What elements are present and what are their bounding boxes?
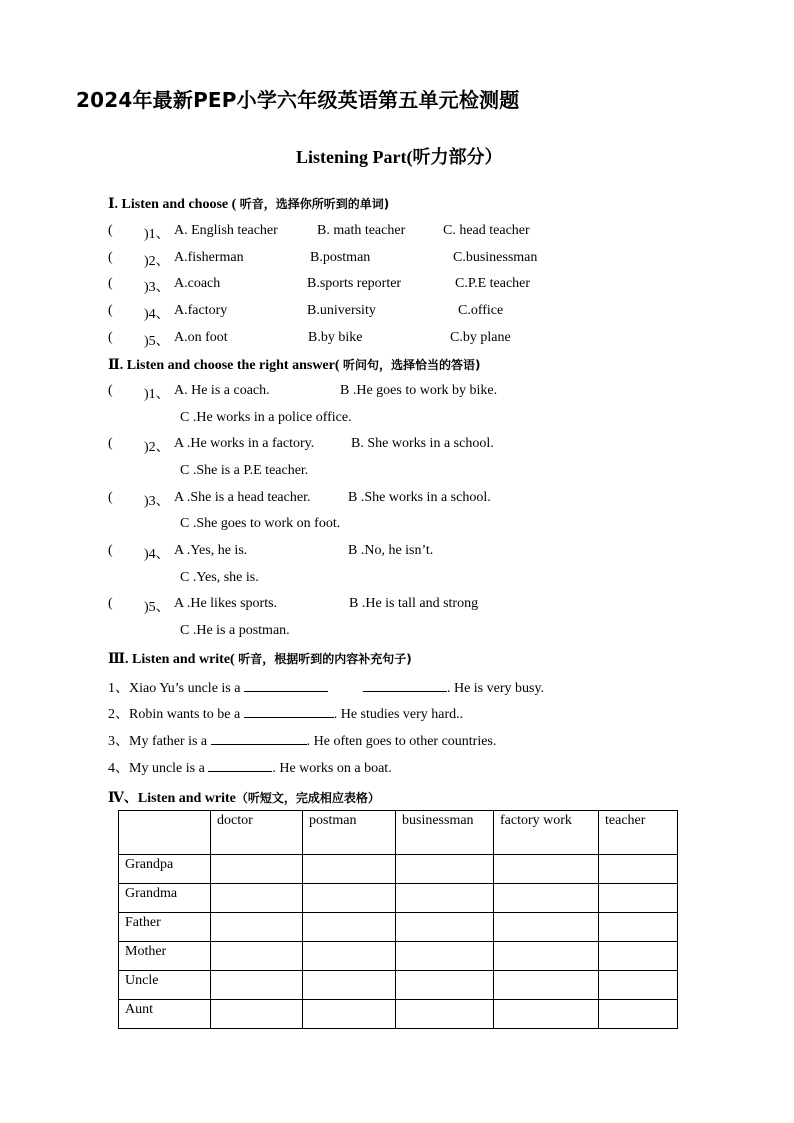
question-number: )4、 bbox=[144, 307, 170, 322]
answer-cell[interactable] bbox=[211, 855, 303, 884]
option-c: C .He works in a police office. bbox=[180, 410, 352, 425]
answer-cell[interactable] bbox=[211, 971, 303, 1000]
answer-paren[interactable]: ( bbox=[108, 436, 113, 451]
option-b: B.postman bbox=[310, 250, 371, 265]
answer-blank[interactable] bbox=[244, 678, 328, 692]
answer-cell[interactable] bbox=[494, 855, 599, 884]
option-b: B .He goes to work by bike. bbox=[340, 383, 498, 398]
answer-cell[interactable] bbox=[211, 913, 303, 942]
answer-blank[interactable] bbox=[211, 731, 307, 745]
option-c: C .He is a postman. bbox=[180, 623, 290, 638]
row-label: Aunt bbox=[119, 1000, 211, 1029]
answer-cell[interactable] bbox=[396, 855, 494, 884]
answer-cell[interactable] bbox=[303, 971, 396, 1000]
table-header-cell: doctor bbox=[211, 811, 303, 855]
section-3-heading-en: Ⅲ. Listen and write( bbox=[108, 652, 235, 667]
option-c: C .Yes, she is. bbox=[180, 570, 259, 585]
fill-sentence-2 bbox=[108, 703, 463, 723]
option-c: C.businessman bbox=[453, 250, 538, 265]
answer-table bbox=[118, 810, 678, 1029]
answer-paren[interactable]: ( bbox=[108, 250, 113, 265]
question-number: )1、 bbox=[144, 387, 170, 402]
section-2-heading-cn: 听问句，选择恰当的答语) bbox=[343, 358, 481, 372]
answer-paren[interactable]: ( bbox=[108, 596, 113, 611]
option-c: C.by plane bbox=[450, 330, 511, 345]
sentence-suffix: . He works on a boat. bbox=[272, 761, 392, 776]
page-title: 2024年最新PEP小学六年级英语第五单元检测题 bbox=[76, 88, 520, 112]
answer-cell[interactable] bbox=[396, 942, 494, 971]
table-header-cell: teacher bbox=[599, 811, 678, 855]
sentence-prefix: 4、My uncle is a bbox=[108, 761, 205, 776]
option-a: A .She is a head teacher. bbox=[174, 490, 311, 505]
option-c: C. head teacher bbox=[443, 223, 530, 238]
answer-cell[interactable] bbox=[303, 942, 396, 971]
answer-paren[interactable]: ( bbox=[108, 330, 113, 345]
answer-cell[interactable] bbox=[303, 884, 396, 913]
question-number: )2、 bbox=[144, 254, 170, 269]
table-row bbox=[119, 971, 678, 1000]
option-b: B. math teacher bbox=[317, 223, 406, 238]
answer-blank[interactable] bbox=[363, 678, 447, 692]
section-4-heading-cn: （听短文，完成相应表格） bbox=[235, 791, 380, 805]
answer-blank[interactable] bbox=[208, 758, 272, 772]
answer-cell[interactable] bbox=[396, 884, 494, 913]
section-2-heading-en: Ⅱ. Listen and choose the right answer( bbox=[108, 358, 340, 373]
answer-cell[interactable] bbox=[599, 884, 678, 913]
fill-sentence-1 bbox=[108, 677, 544, 697]
question-number: )5、 bbox=[144, 334, 170, 349]
option-b: B .She works in a school. bbox=[348, 490, 491, 505]
option-a: A.factory bbox=[174, 303, 228, 318]
option-a: A. He is a coach. bbox=[174, 383, 270, 398]
answer-cell[interactable] bbox=[494, 942, 599, 971]
option-c: C .She goes to work on foot. bbox=[180, 516, 341, 531]
section-3-heading bbox=[108, 650, 412, 668]
section-1-heading-cn: 听音，选择你所听到的单词) bbox=[239, 197, 390, 211]
answer-cell[interactable] bbox=[494, 913, 599, 942]
answer-paren[interactable]: ( bbox=[108, 383, 113, 398]
section-subtitle: Listening Part(听力部分） bbox=[296, 147, 503, 167]
question-number: )3、 bbox=[144, 280, 170, 295]
answer-cell[interactable] bbox=[494, 884, 599, 913]
option-c: C.office bbox=[458, 303, 504, 318]
answer-cell[interactable] bbox=[303, 1000, 396, 1029]
answer-cell[interactable] bbox=[303, 913, 396, 942]
question-number: )4、 bbox=[144, 547, 170, 562]
sentence-suffix: . He studies very hard.. bbox=[333, 707, 464, 722]
section-2-heading bbox=[108, 356, 481, 374]
sentence-prefix: 2、Robin wants to be a bbox=[108, 707, 241, 722]
section-1-heading bbox=[108, 195, 389, 213]
table-header-cell: factory work bbox=[494, 811, 599, 855]
row-label: Uncle bbox=[119, 971, 211, 1000]
answer-cell[interactable] bbox=[303, 855, 396, 884]
answer-cell[interactable] bbox=[599, 855, 678, 884]
option-b: B.university bbox=[307, 303, 376, 318]
table-row bbox=[119, 855, 678, 884]
section-4-heading bbox=[108, 787, 380, 807]
row-label: Father bbox=[119, 913, 211, 942]
option-b: B.by bike bbox=[308, 330, 363, 345]
row-label: Mother bbox=[119, 942, 211, 971]
answer-cell[interactable] bbox=[396, 913, 494, 942]
option-a: A .He likes sports. bbox=[174, 596, 278, 611]
answer-paren[interactable]: ( bbox=[108, 543, 113, 558]
option-a: A. English teacher bbox=[174, 223, 278, 238]
answer-cell[interactable] bbox=[599, 942, 678, 971]
question-number: )2、 bbox=[144, 440, 170, 455]
sentence-prefix: 1、Xiao Yu’s uncle is a bbox=[108, 681, 241, 696]
answer-cell[interactable] bbox=[494, 1000, 599, 1029]
option-b: B. She works in a school. bbox=[351, 436, 494, 451]
option-c: C .She is a P.E teacher. bbox=[180, 463, 309, 478]
option-a: A .He works in a factory. bbox=[174, 436, 315, 451]
question-number: )1、 bbox=[144, 227, 170, 242]
answer-cell[interactable] bbox=[211, 1000, 303, 1029]
option-a: A.coach bbox=[174, 276, 221, 291]
sentence-prefix: 3、My father is a bbox=[108, 734, 208, 749]
section-1-heading-en: Ⅰ. Listen and choose ( bbox=[108, 197, 237, 212]
table-row bbox=[119, 1000, 678, 1029]
table-row bbox=[119, 884, 678, 913]
option-a: A .Yes, he is. bbox=[174, 543, 248, 558]
fill-sentence-4 bbox=[108, 757, 392, 777]
row-label: Grandma bbox=[119, 884, 211, 913]
table-row bbox=[119, 913, 678, 942]
answer-cell[interactable] bbox=[396, 1000, 494, 1029]
table-header-row bbox=[119, 811, 678, 855]
option-c: C.P.E teacher bbox=[455, 276, 531, 291]
answer-cell[interactable] bbox=[599, 1000, 678, 1029]
answer-cell[interactable] bbox=[396, 971, 494, 1000]
section-3-heading-cn: 听音，根据听到的内容补充句子) bbox=[238, 652, 412, 666]
table-row bbox=[119, 942, 678, 971]
answer-cell[interactable] bbox=[211, 884, 303, 913]
answer-cell[interactable] bbox=[599, 913, 678, 942]
option-b: B .No, he isn’t. bbox=[348, 543, 434, 558]
fill-sentence-3 bbox=[108, 730, 496, 750]
question-number: )5、 bbox=[144, 600, 170, 615]
answer-cell[interactable] bbox=[494, 971, 599, 1000]
option-b: B .He is tall and strong bbox=[349, 596, 479, 611]
answer-paren[interactable]: ( bbox=[108, 490, 113, 505]
row-label: Grandpa bbox=[119, 855, 211, 884]
sentence-suffix: . He often goes to other countries. bbox=[306, 734, 497, 749]
answer-paren[interactable]: ( bbox=[108, 223, 113, 238]
section-4-heading-en: Ⅳ、Listen and write bbox=[108, 791, 236, 806]
question-number: )3、 bbox=[144, 494, 170, 509]
answer-blank[interactable] bbox=[244, 704, 334, 718]
option-a: A.fisherman bbox=[174, 250, 244, 265]
answer-cell[interactable] bbox=[211, 942, 303, 971]
answer-paren[interactable]: ( bbox=[108, 303, 113, 318]
option-b: B.sports reporter bbox=[307, 276, 402, 291]
sentence-suffix: . He is very busy. bbox=[446, 681, 545, 696]
answer-cell[interactable] bbox=[599, 971, 678, 1000]
table-header-cell: businessman bbox=[396, 811, 494, 855]
table-header-cell: postman bbox=[303, 811, 396, 855]
table-header-cell bbox=[119, 811, 211, 855]
answer-paren[interactable]: ( bbox=[108, 276, 113, 291]
option-a: A.on foot bbox=[174, 330, 228, 345]
